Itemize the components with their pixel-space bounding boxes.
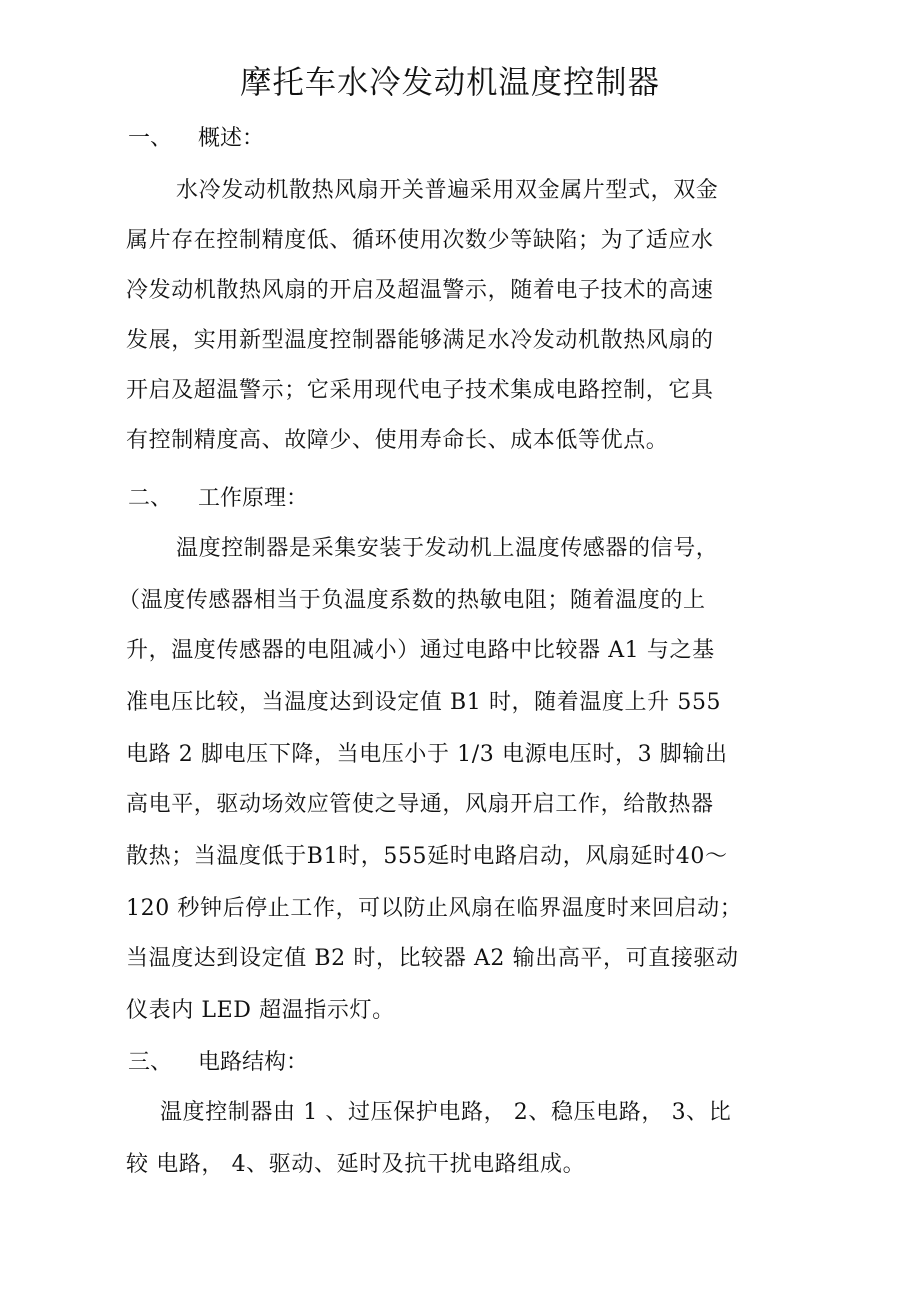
section-title: 工作原理： <box>198 486 309 511</box>
paragraph-line: 水冷发动机散热风扇开关普遍采用双金属片型式，双金 <box>176 178 719 203</box>
paragraph-line: 散热；当温度低于B1时，555延时电路启动，风扇延时40～ <box>126 844 728 869</box>
section-title: 概述： <box>198 126 265 151</box>
section-number: 一、 <box>128 126 173 151</box>
paragraph-line: 开启及超温警示；它采用现代电子技术集成电路控制，它具 <box>126 378 714 403</box>
paragraph-line: 准电压比较，当温度达到设定值 B1 时，随着温度上升 555 <box>126 690 722 715</box>
section-heading-principle <box>128 484 308 514</box>
document-title: 摩托车水冷发动机温度控制器 <box>240 63 660 101</box>
section-title: 电路结构： <box>198 1050 309 1075</box>
paragraph-line: 冷发动机散热风扇的开启及超温警示，随着电子技术的高速 <box>126 278 714 303</box>
paragraph-line: （温度传感器相当于负温度系数的热敏电阻；随着温度的上 <box>118 588 706 613</box>
paragraph-line: 较 电路， 4、驱动、延时及抗干扰电路组成。 <box>126 1152 586 1177</box>
paragraph-line: 升，温度传感器的电阻减小）通过电路中比较器 A1 与之基 <box>126 638 715 663</box>
paragraph-line: 当温度达到设定值 B2 时，比较器 A2 输出高平，可直接驱动 <box>126 946 739 971</box>
section-heading-overview <box>128 124 264 154</box>
paragraph-line: 温度控制器由 1 、过压保护电路， 2、稳压电路， 3、比 <box>160 1100 732 1125</box>
section-number: 三、 <box>128 1050 173 1075</box>
paragraph-line: 发展，实用新型温度控制器能够满足水冷发动机散热风扇的 <box>126 328 714 353</box>
paragraph-line: 120 秒钟后停止工作，可以防止风扇在临界温度时来回启动； <box>126 896 743 921</box>
paragraph-line: 电路 2 脚电压下降，当电压小于 1/3 电源电压时，3 脚输出 <box>126 742 728 767</box>
section-heading-structure <box>128 1048 308 1078</box>
paragraph-line: 属片存在控制精度低、循环使用次数少等缺陷；为了适应水 <box>126 228 714 253</box>
paragraph-line: 温度控制器是采集安装于发动机上温度传感器的信号， <box>176 536 719 561</box>
paragraph-line: 高电平，驱动场效应管使之导通，风扇开启工作，给散热器 <box>126 792 714 817</box>
paragraph-line: 有控制精度高、故障少、使用寿命长、成本低等优点。 <box>126 428 669 453</box>
paragraph-line: 仪表内 LED 超温指示灯。 <box>126 998 395 1023</box>
section-number: 二、 <box>128 486 173 511</box>
